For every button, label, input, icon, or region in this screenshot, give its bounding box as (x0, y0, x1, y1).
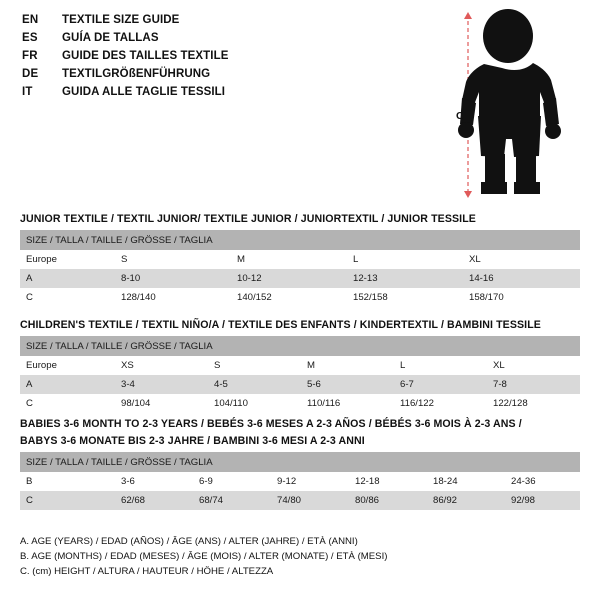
row-label: Europe (20, 356, 115, 375)
cell: 10-12 (231, 269, 347, 288)
cell: 6-9 (193, 472, 271, 491)
section-babies-textile (20, 418, 580, 510)
legend-line-b: B. AGE (MONTHS) / EDAD (MESES) / ÂGE (MOIS) / ALTER (MONATE) / ETÀ (MESI) (20, 551, 388, 562)
language-title: GUIDA ALLE TAGLIE TESSILI (62, 86, 226, 98)
table-row (20, 394, 580, 413)
cell: 152/158 (347, 288, 463, 307)
row-label: C (20, 491, 115, 510)
legend-line-c: C. (cm) HEIGHT / ALTURA / HAUTEUR / HÖHE / ALTEZZA (20, 566, 274, 577)
table-header-row (20, 452, 580, 472)
cell: 140/152 (231, 288, 347, 307)
cell: 86/92 (427, 491, 505, 510)
cell: 68/74 (193, 491, 271, 510)
cell: 122/128 (487, 394, 580, 413)
cell: XS (115, 356, 208, 375)
language-title: GUÍA DE TALLAS (62, 32, 159, 44)
legend-block (20, 534, 580, 579)
measurement-figure (440, 6, 590, 201)
table-row (20, 472, 580, 491)
cell: 74/80 (271, 491, 349, 510)
language-row (22, 32, 442, 50)
section-junior-textile (20, 213, 580, 307)
row-label: C (20, 288, 115, 307)
cell: S (208, 356, 301, 375)
row-label: B (20, 472, 115, 491)
section-title-line-2: BABYS 3-6 MONATE BIS 2-3 JAHRE / BAMBINI 3-6 MESI A 2-3 ANNI (20, 435, 365, 447)
table-row (20, 375, 580, 394)
size-table-junior (20, 230, 580, 307)
cell: 158/170 (463, 288, 580, 307)
table-header-label: SIZE / TALLA / TAILLE / GRÖSSE / TAGLIA (20, 230, 580, 250)
cell: 12-13 (347, 269, 463, 288)
row-label: A (20, 269, 115, 288)
section-title-line-1: BABIES 3-6 MONTH TO 2-3 YEARS / BEBÉS 3-6 MESES A 2-3 AÑOS / BÉBÉS 3-6 MOIS À 2-3 ANS / (20, 418, 522, 430)
language-title: TEXTILE SIZE GUIDE (62, 14, 180, 26)
section-title: CHILDREN'S TEXTILE / TEXTIL NIÑO/A / TEXTILE DES ENFANTS / KINDERTEXTIL / BAMBINI TESSILE (20, 319, 541, 331)
table-row (20, 269, 580, 288)
cell: 18-24 (427, 472, 505, 491)
cell: 3-4 (115, 375, 208, 394)
row-label: A (20, 375, 115, 394)
cell: 62/68 (115, 491, 193, 510)
cell: 116/122 (394, 394, 487, 413)
table-row (20, 356, 580, 375)
cell: 104/110 (208, 394, 301, 413)
table-header-row (20, 230, 580, 250)
cell: 14-16 (463, 269, 580, 288)
size-table-babies (20, 452, 580, 510)
cell: 8-10 (115, 269, 231, 288)
cell: XL (463, 250, 580, 269)
language-code: EN (22, 14, 39, 26)
cell: 3-6 (115, 472, 193, 491)
cell: M (301, 356, 394, 375)
language-title: GUIDE DES TAILLES TEXTILE (62, 50, 229, 62)
language-row (22, 50, 442, 68)
figure-c-label: C (456, 110, 464, 122)
language-row (22, 14, 442, 32)
size-table-children (20, 336, 580, 413)
section-childrens-textile (20, 319, 580, 413)
language-code: IT (22, 86, 33, 98)
cell: 110/116 (301, 394, 394, 413)
cell: 5-6 (301, 375, 394, 394)
cell: L (394, 356, 487, 375)
language-code: ES (22, 32, 38, 44)
cell: L (347, 250, 463, 269)
table-header-label: SIZE / TALLA / TAILLE / GRÖSSE / TAGLIA (20, 336, 580, 356)
table-row (20, 250, 580, 269)
cell: 80/86 (349, 491, 427, 510)
cell: 128/140 (115, 288, 231, 307)
section-title: JUNIOR TEXTILE / TEXTIL JUNIOR/ TEXTILE JUNIOR / JUNIORTEXTIL / JUNIOR TESSILE (20, 213, 476, 225)
cell: XL (487, 356, 580, 375)
legend-line-a: A. AGE (YEARS) / EDAD (AÑOS) / ÂGE (ANS) / ALTER (JAHRE) / ETÀ (ANNI) (20, 536, 358, 547)
cell: 4-5 (208, 375, 301, 394)
language-title: TEXTILGRÖßENFÜHRUNG (62, 68, 211, 80)
cell: 6-7 (394, 375, 487, 394)
table-row (20, 288, 580, 307)
language-title-block (22, 14, 442, 104)
row-label: C (20, 394, 115, 413)
cell: S (115, 250, 231, 269)
cell: M (231, 250, 347, 269)
table-header-row (20, 336, 580, 356)
row-label: Europe (20, 250, 115, 269)
cell: 24-36 (505, 472, 580, 491)
language-code: DE (22, 68, 39, 80)
cell: 98/104 (115, 394, 208, 413)
language-row (22, 86, 442, 104)
language-row (22, 68, 442, 86)
language-code: FR (22, 50, 38, 62)
cell: 9-12 (271, 472, 349, 491)
cell: 7-8 (487, 375, 580, 394)
table-row (20, 491, 580, 510)
toddler-silhouette-icon (440, 6, 590, 201)
cell: 92/98 (505, 491, 580, 510)
table-header-label: SIZE / TALLA / TAILLE / GRÖSSE / TAGLIA (20, 452, 580, 472)
cell: 12-18 (349, 472, 427, 491)
